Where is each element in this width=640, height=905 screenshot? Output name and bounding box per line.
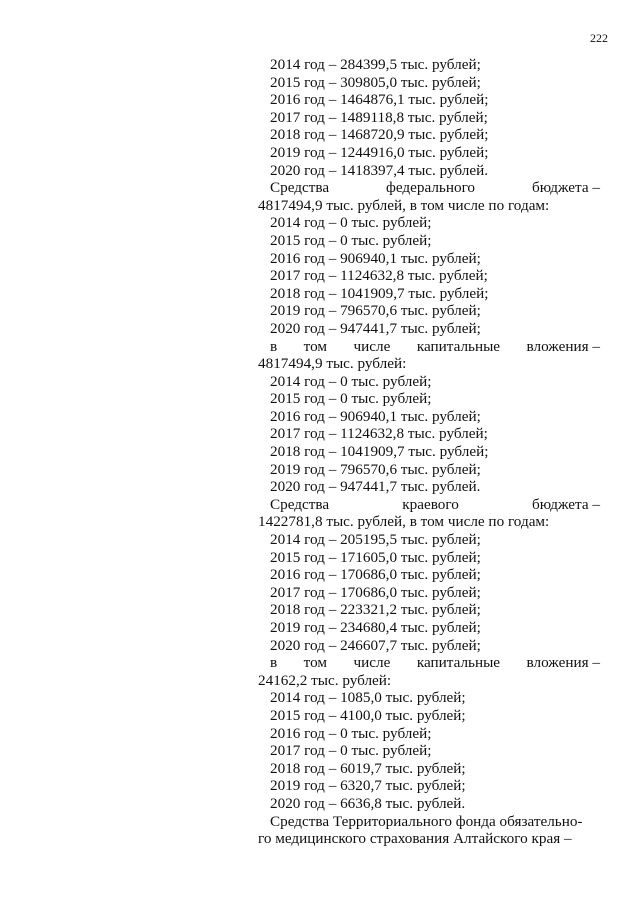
text-line: 2014 год – 0 тыс. рублей; <box>270 372 432 390</box>
word: вложения – <box>526 654 600 672</box>
text-line: 2016 год – 906940,1 тыс. рублей; <box>270 249 481 267</box>
word: Средства <box>270 495 330 513</box>
text-line: 2019 год – 1244916,0 тыс. рублей; <box>270 143 489 161</box>
word: федерального <box>386 179 476 197</box>
page-number: 222 <box>590 31 608 45</box>
text-line: 2017 год – 1124632,8 тыс. рублей; <box>270 267 488 285</box>
text-line: 2018 год – 223321,2 тыс. рублей; <box>270 601 481 619</box>
text-line: 2014 год – 1085,0 тыс. рублей; <box>270 689 466 707</box>
text-line: 2014 год – 205195,5 тыс. рублей; <box>270 531 481 549</box>
text-line: 2018 год – 1468720,9 тыс. рублей; <box>270 126 489 144</box>
text-line: 2020 год – 6636,8 тыс. рублей. <box>270 794 466 812</box>
word: том <box>303 654 328 672</box>
word: капитальные <box>416 654 501 672</box>
text-line: 2015 год – 0 тыс. рублей; <box>270 390 432 408</box>
text-line: 2020 год – 947441,7 тыс. рублей; <box>270 319 481 337</box>
word: том <box>303 337 328 355</box>
text-line: 4817494,9 тыс. рублей: <box>258 355 407 373</box>
text-line: 2019 год – 6320,7 тыс. рублей; <box>270 777 466 795</box>
word: числе <box>353 654 391 672</box>
text-line: 2014 год – 284399,5 тыс. рублей; <box>270 56 481 73</box>
text-line: 1422781,8 тыс. рублей, в том числе по годам: <box>258 513 550 531</box>
text-line: 24162,2 тыс. рублей: <box>258 671 392 689</box>
text-line: 2018 год – 1041909,7 тыс. рублей; <box>270 284 489 302</box>
word: в <box>270 337 278 355</box>
text-line: 2016 год – 1464876,1 тыс. рублей; <box>270 91 489 109</box>
text-line: 2017 год – 1124632,8 тыс. рублей; <box>270 425 488 443</box>
text-line: 2020 год – 246607,7 тыс. рублей; <box>270 636 481 654</box>
word: бюджета – <box>531 495 600 513</box>
text-line: 2017 год – 170686,0 тыс. рублей; <box>270 583 481 601</box>
text-line: 2014 год – 0 тыс. рублей; <box>270 214 432 232</box>
text-line: 4817494,9 тыс. рублей, в том числе по годам: <box>258 196 550 214</box>
text-line: Средства Территориального фонда обязательно- <box>270 812 583 830</box>
text-line: 2017 год – 1489118,8 тыс. рублей; <box>270 108 488 126</box>
document-body <box>258 56 600 848</box>
word: краевого <box>402 495 459 513</box>
text-line: 2018 год – 6019,7 тыс. рублей; <box>270 759 466 777</box>
regional-budget-heading <box>270 496 600 514</box>
text-line: 2015 год – 0 тыс. рублей; <box>270 231 432 249</box>
text-line: 2015 год – 309805,0 тыс. рублей; <box>270 73 481 91</box>
text-line: 2015 год – 4100,0 тыс. рублей; <box>270 706 466 724</box>
text-line: 2020 год – 1418397,4 тыс. рублей. <box>270 161 488 179</box>
text-line: 2019 год – 796570,6 тыс. рублей; <box>270 302 481 320</box>
text-line: 2019 год – 796570,6 тыс. рублей; <box>270 460 481 478</box>
capital-investment-heading <box>270 338 600 356</box>
text-line: 2016 год – 170686,0 тыс. рублей; <box>270 566 481 584</box>
text-line: 2015 год – 171605,0 тыс. рублей; <box>270 548 481 566</box>
capital-investment-heading <box>270 654 600 672</box>
text-line: 2018 год – 1041909,7 тыс. рублей; <box>270 443 489 461</box>
text-line: 2017 год – 0 тыс. рублей; <box>270 742 432 760</box>
text-line: 2016 год – 0 тыс. рублей; <box>270 724 432 742</box>
word: капитальные <box>416 337 501 355</box>
word: Средства <box>270 179 330 197</box>
word: бюджета – <box>531 179 600 197</box>
word: вложения – <box>526 337 600 355</box>
text-line: го медицинского страхования Алтайского края – <box>258 830 572 848</box>
word: в <box>270 654 278 672</box>
text-line: 2020 год – 947441,7 тыс. рублей. <box>270 478 481 496</box>
federal-budget-heading <box>270 179 600 197</box>
text-line: 2019 год – 234680,4 тыс. рублей; <box>270 619 481 636</box>
text-line: 2016 год – 906940,1 тыс. рублей; <box>270 407 481 425</box>
word: числе <box>353 337 391 355</box>
